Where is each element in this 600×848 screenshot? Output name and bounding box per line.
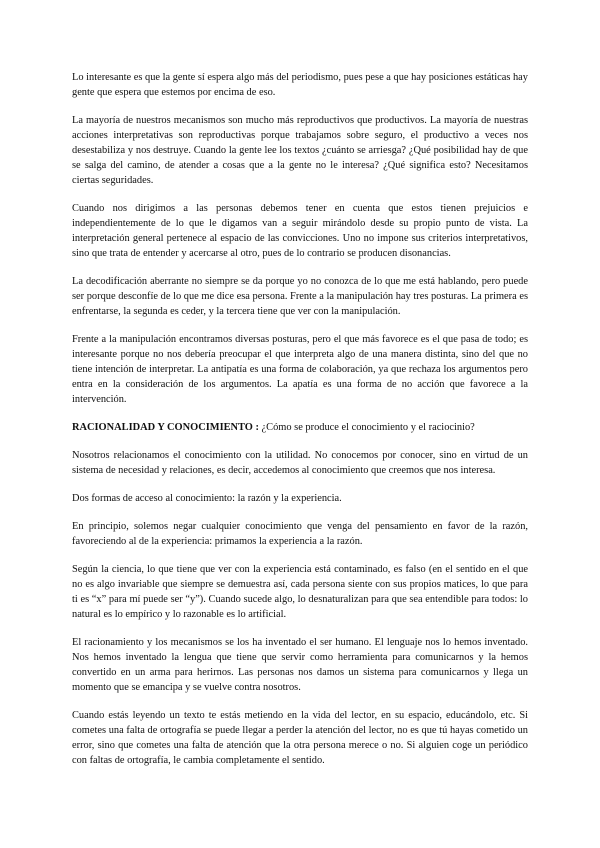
section-heading bbox=[72, 420, 528, 435]
paragraph: Nosotros relacionamos el conocimiento con la utilidad. No conocemos por conocer, sino en virtud de un sistema de necesidad y relaciones, es decir, accedemos al conocimiento que creemos que nos interesa. bbox=[72, 450, 528, 476]
paragraph: En principio, solemos negar cualquier conocimiento que venga del pensamiento en favor de la razón, favoreciendo al de la experiencia: primamos la experiencia a la razón. bbox=[72, 521, 528, 547]
section-heading-subtitle: ¿Cómo se produce el conocimiento y el raciocinio? bbox=[258, 422, 475, 433]
paragraph: Dos formas de acceso al conocimiento: la razón y la experiencia. bbox=[72, 493, 342, 504]
paragraph: La decodificación aberrante no siempre se da porque yo no conozca de lo que me está hablando, pero puede ser porque desconfíe de lo que me dice esa persona. Frente a la manipulación hay tres posturas. La primera es enfrentarse, la segunda es ceder, y la tercera tiene que ver con la manipulación. bbox=[72, 276, 528, 317]
paragraph: Frente a la manipulación encontramos diversas posturas, pero el que más favorece es el que pasa de todo; es interesante porque no nos debería preocupar el que interpreta algo de una manera distinta, sino del que no tiene intención de interpretar. La antipatía es una forma de colaboración, ya que rechaza los argumentos pero entra en la consideración de los argumentos. La apatía es una forma de no acción que favorece a la intervención. bbox=[72, 334, 528, 405]
paragraph: Cuando nos dirigimos a las personas debemos tener en cuenta que estos tienen prejuicios e independientemente de lo que le digamos van a seguir mirándolo desde su propio punto de vista. La interpretación general pertenece al espacio de las convicciones. Uno no impone sus criterios interpretativos, sino que trata de entender y acercarse al otro, pues de lo contrario se producen disonancias. bbox=[72, 203, 528, 259]
paragraph: Según la ciencia, lo que tiene que ver con la experiencia está contaminado, es falso (en el sentido en el que no es algo invariable que siempre se demuestra así, cada persona siente con sus propios matices, lo que para ti es “x” para mí puede ser “y”). Cuando sucede algo, lo desnaturalizan para que sea entendible para todos: lo natural es lo empírico y lo razonable es lo artificial. bbox=[72, 564, 528, 620]
paragraph: Cuando estás leyendo un texto te estás metiendo en la vida del lector, en su espacio, educándolo, etc. Si cometes una falta de ortografía se puede llegar a perder la atención del lector, no es que tú hayas cometido un error, sino que cometes una falta de atención que la otra persona merece o no. Si alguien coge un periódico con faltas de ortografía, le cambia completamente el sentido. bbox=[72, 710, 528, 766]
paragraph: La mayoría de nuestros mecanismos son mucho más reproductivos que productivos. La mayoría de nuestras acciones interpretativas son reproductivas porque trabajamos sobre seguro, el productivo a veces nos desestabiliza y nos destruye. Cuando la gente lee los textos ¿cuánto se arriesga? ¿Qué posibilidad hay de que se salga del camino, de atender a cosas que a la gente no le interesa? ¿Qué significa esto? Necesitamos ciertas seguridades. bbox=[72, 115, 528, 186]
document-body bbox=[72, 70, 528, 781]
paragraph: Lo interesante es que la gente sí espera algo más del periodismo, pues pese a que hay posiciones estáticas hay gente que espera que estemos por encima de eso. bbox=[72, 72, 528, 98]
paragraph: El racionamiento y los mecanismos se los ha inventado el ser humano. El lenguaje nos lo hemos inventado. Nos hemos inventado la lengua que tiene que servir como herramienta para comunicarnos y la hemos convertido en un arma para herirnos. Las personas nos damos un sistema para comunicarnos y llega un momento que se emancipa y se vuelve contra nosotros. bbox=[72, 637, 528, 693]
section-heading-title: RACIONALIDAD Y CONOCIMIENTO : bbox=[72, 422, 259, 433]
